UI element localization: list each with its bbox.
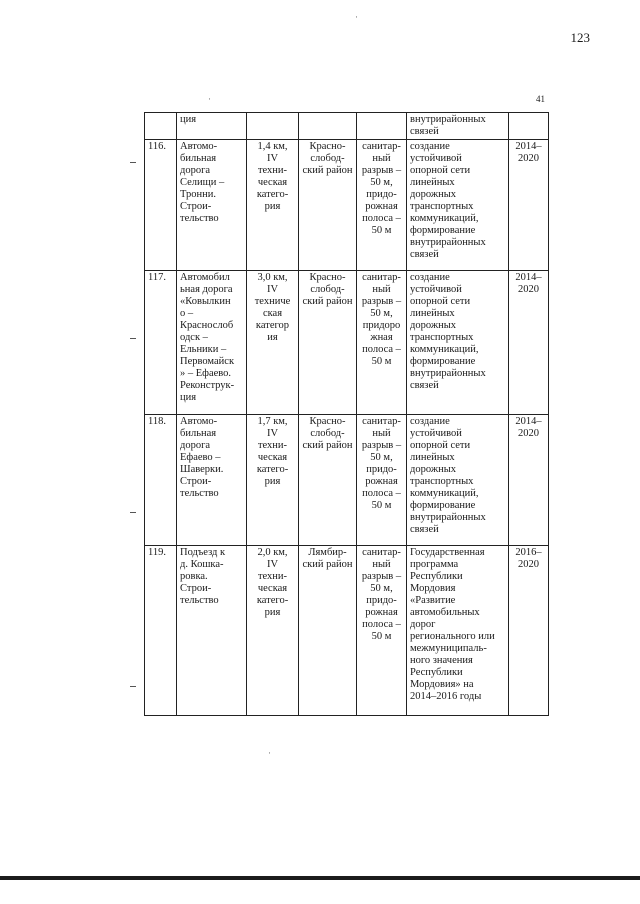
specs-cell: 3,0 км, IV техниче ская категор ия [247,271,299,415]
years-cell: 2016– 2020 [509,546,549,716]
purpose-cell: создание устойчивой опорной сети линейных дорожных транспортных коммуникаций, формирование внутрирайонных связей [407,415,509,546]
name-cell: ция [177,113,247,140]
table-row [145,140,549,271]
district-cell: Красно- слобод- ский район [299,271,357,415]
row-number: 116. [145,140,177,271]
scan-speck: · [268,748,271,758]
district-cell: Красно- слобод- ский район [299,140,357,271]
specs-cell: 2,0 км, IV техни- ческая катего- рия [247,546,299,716]
page-number: 123 [570,30,590,45]
purpose-cell: создание устойчивой опорной сети линейных дорожных транспортных коммуникаций, формирование внутрирайонных связей [407,271,509,415]
table-row [145,546,549,716]
margin-tick [130,162,136,163]
name-cell: Подъезд к д. Кошка- ровка. Строи- тельство [177,546,247,716]
continuation-row [145,113,549,140]
roads-table [144,112,549,716]
row-number: 119. [145,546,177,716]
purpose-cell: создание устойчивой опорной сети линейных дорожных транспортных коммуникаций, формирование внутрирайонных связей [407,140,509,271]
zone-cell: санитар- ный разрыв – 50 м, придо- рожная полоса – 50 м [357,546,407,716]
purpose-cell: внутрирайонных связей [407,113,509,140]
name-cell: Автомобил ьная дорога «Ковылкин о – Краснослоб одск – Ельники – Первомайск » – Ефаево. Реконструк- ция [177,271,247,415]
zone-cell: санитар- ный разрыв – 50 м, придоро жная полоса – 50 м [357,271,407,415]
margin-tick [130,512,136,513]
margin-tick [130,686,136,687]
years-cell: 2014– 2020 [509,415,549,546]
name-cell: Автомо- бильная дорога Ефаево – Шаверки. Строи- тельство [177,415,247,546]
specs-cell: 1,7 км, IV техни- ческая катего- рия [247,415,299,546]
row-number: 118. [145,415,177,546]
district-cell: Лямбир- ский район [299,546,357,716]
margin-tick [130,338,136,339]
purpose-cell: Государственная программа Республики Мордовия «Развитие автомобильных дорог регионального или межмуниципаль- ного значения Республики Мордовия» на 2014–2016 годы [407,546,509,716]
zone-cell: санитар- ный разрыв – 50 м, придо- рожная полоса – 50 м [357,140,407,271]
years-cell: 2014– 2020 [509,271,549,415]
district-cell: Красно- слобод- ский район [299,415,357,546]
row-number: 117. [145,271,177,415]
zone-cell: санитар- ный разрыв – 50 м, придо- рожная полоса – 50 м [357,415,407,546]
table-row [145,415,549,546]
scan-edge-bar [0,876,640,880]
scan-speck: · [208,94,211,104]
scan-speck: · [355,12,358,22]
table-row [145,271,549,415]
inner-page-number: 41 [536,94,545,104]
years-cell: 2014– 2020 [509,140,549,271]
specs-cell: 1,4 км, IV техни- ческая катего- рия [247,140,299,271]
name-cell: Автомо- бильная дорога Селищи – Тронни. Строи- тельство [177,140,247,271]
